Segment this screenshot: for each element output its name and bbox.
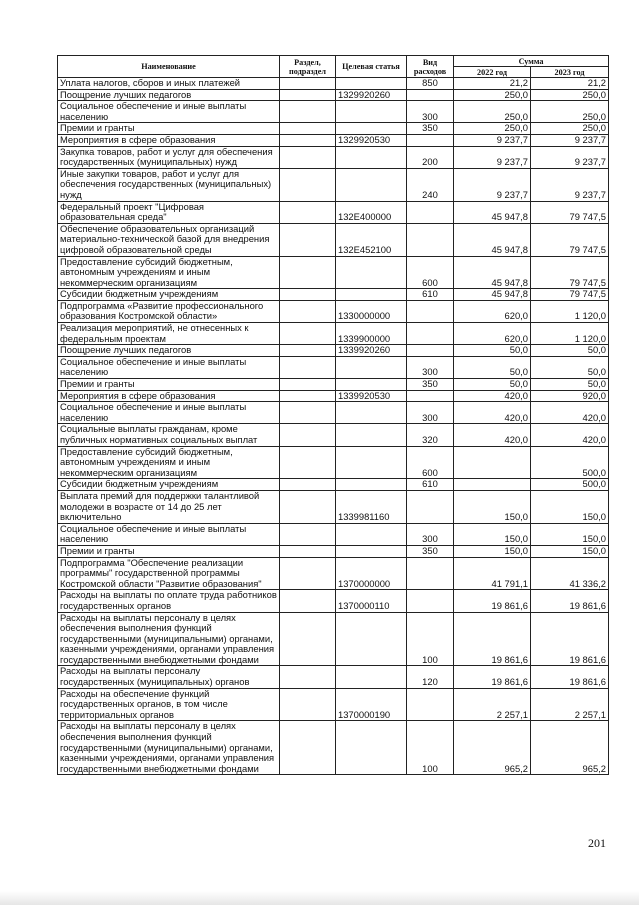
- cell-name: Социальные выплаты гражданам, кроме публичных нормативных социальных выплат: [58, 424, 280, 446]
- table-row: [58, 78, 609, 90]
- cell-2023: 19 861,6: [531, 666, 609, 688]
- cell-2022: 620,0: [454, 300, 531, 322]
- cell-2022: 19 861,6: [454, 590, 531, 612]
- cell-2023: 50,0: [531, 345, 609, 357]
- cell-target: [336, 721, 407, 775]
- cell-section: [280, 446, 336, 479]
- cell-section: [280, 300, 336, 322]
- cell-2022: 45 947,8: [454, 256, 531, 289]
- cell-section: [280, 523, 336, 545]
- cell-expense-type: 300: [407, 402, 454, 424]
- cell-2023: 150,0: [531, 523, 609, 545]
- cell-2023: 79 747,5: [531, 256, 609, 289]
- cell-2023: 250,0: [531, 123, 609, 135]
- cell-expense-type: 200: [407, 146, 454, 168]
- cell-section: [280, 78, 336, 90]
- cell-expense-type: 850: [407, 78, 454, 90]
- cell-2023: 9 237,7: [531, 168, 609, 201]
- table-row: [58, 146, 609, 168]
- cell-2023: 9 237,7: [531, 134, 609, 146]
- table-row: [58, 721, 609, 775]
- cell-2022: 965,2: [454, 721, 531, 775]
- cell-expense-type: 610: [407, 289, 454, 301]
- cell-expense-type: [407, 490, 454, 523]
- cell-name: Социальное обеспечение и иные выплаты населению: [58, 356, 280, 378]
- cell-2022: 2 257,1: [454, 688, 531, 721]
- cell-target: [336, 545, 407, 557]
- cell-target: 1339920530: [336, 390, 407, 402]
- cell-2022: 19 861,6: [454, 612, 531, 666]
- cell-2023: 1 120,0: [531, 300, 609, 322]
- cell-expense-type: 300: [407, 101, 454, 123]
- cell-name: Поощрение лучших педагогов: [58, 345, 280, 357]
- cell-target: 1370000190: [336, 688, 407, 721]
- cell-expense-type: 320: [407, 424, 454, 446]
- cell-name: Расходы на выплаты персоналу государственных (муниципальных) органов: [58, 666, 280, 688]
- cell-expense-type: 100: [407, 612, 454, 666]
- table-row: [58, 688, 609, 721]
- cell-2023: 19 861,6: [531, 590, 609, 612]
- cell-2022: 420,0: [454, 424, 531, 446]
- cell-section: [280, 688, 336, 721]
- cell-name: Премии и гранты: [58, 545, 280, 557]
- cell-name: Уплата налогов, сборов и иных платежей: [58, 78, 280, 90]
- cell-expense-type: [407, 323, 454, 345]
- table-row: [58, 300, 609, 322]
- cell-target: [336, 523, 407, 545]
- cell-target: 132E452100: [336, 223, 407, 256]
- table-row: [58, 356, 609, 378]
- table-row: [58, 379, 609, 391]
- cell-2023: 250,0: [531, 101, 609, 123]
- cell-2022: 45 947,8: [454, 289, 531, 301]
- cell-target: 1339900000: [336, 323, 407, 345]
- table-row: [58, 89, 609, 101]
- table-row: [58, 523, 609, 545]
- table-row: [58, 612, 609, 666]
- cell-2023: 420,0: [531, 402, 609, 424]
- cell-2022: 250,0: [454, 123, 531, 135]
- cell-expense-type: 120: [407, 666, 454, 688]
- cell-2022: 50,0: [454, 345, 531, 357]
- cell-2022: 620,0: [454, 323, 531, 345]
- cell-target: [336, 101, 407, 123]
- cell-name: Предоставление субсидий бюджетным, автономным учреждениям и иным некоммерческим организациям: [58, 256, 280, 289]
- table-row: [58, 490, 609, 523]
- cell-section: [280, 379, 336, 391]
- cell-expense-type: 610: [407, 479, 454, 491]
- header-2023: 2023 год: [531, 67, 609, 78]
- cell-target: [336, 402, 407, 424]
- cell-2022: 41 791,1: [454, 557, 531, 590]
- cell-expense-type: 350: [407, 379, 454, 391]
- cell-2022: 250,0: [454, 89, 531, 101]
- cell-name: Предоставление субсидий бюджетным, автономным учреждениям и иным некоммерческим организациям: [58, 446, 280, 479]
- cell-expense-type: [407, 89, 454, 101]
- cell-target: [336, 123, 407, 135]
- cell-name: Премии и гранты: [58, 379, 280, 391]
- table-body: [58, 78, 609, 775]
- cell-section: [280, 146, 336, 168]
- cell-2022: 9 237,7: [454, 146, 531, 168]
- table-row: [58, 590, 609, 612]
- cell-2023: 50,0: [531, 356, 609, 378]
- cell-2023: 1 120,0: [531, 323, 609, 345]
- cell-2023: 500,0: [531, 479, 609, 491]
- cell-2022: [454, 479, 531, 491]
- cell-name: Субсидии бюджетным учреждениям: [58, 479, 280, 491]
- cell-2023: 21,2: [531, 78, 609, 90]
- cell-section: [280, 666, 336, 688]
- cell-2023: 41 336,2: [531, 557, 609, 590]
- cell-2023: 500,0: [531, 446, 609, 479]
- cell-section: [280, 356, 336, 378]
- cell-section: [280, 590, 336, 612]
- cell-target: [336, 289, 407, 301]
- table-row: [58, 123, 609, 135]
- cell-section: [280, 479, 336, 491]
- cell-2023: 965,2: [531, 721, 609, 775]
- cell-2023: 920,0: [531, 390, 609, 402]
- table-row: [58, 201, 609, 223]
- header-expense-type: Вид расходов: [407, 56, 454, 78]
- cell-expense-type: [407, 688, 454, 721]
- cell-section: [280, 323, 336, 345]
- cell-section: [280, 134, 336, 146]
- table-row: [58, 223, 609, 256]
- cell-target: 1339920260: [336, 345, 407, 357]
- cell-section: [280, 223, 336, 256]
- cell-target: 1339981160: [336, 490, 407, 523]
- cell-name: Выплата премий для поддержки талантливой молодежи в возрасте от 14 до 25 лет включительно: [58, 490, 280, 523]
- cell-name: Иные закупки товаров, работ и услуг для обеспечения государственных (муниципальных) нужд: [58, 168, 280, 201]
- table-row: [58, 666, 609, 688]
- cell-target: [336, 666, 407, 688]
- cell-2022: 150,0: [454, 490, 531, 523]
- header-sum: Сумма: [454, 56, 609, 67]
- cell-2023: 150,0: [531, 490, 609, 523]
- cell-section: [280, 545, 336, 557]
- cell-name: Обеспечение образовательных организаций материально-технической базой для внедрения цифровой образовательной среды: [58, 223, 280, 256]
- cell-name: Подпрограмма «Развитие профессионального образования Костромской области»: [58, 300, 280, 322]
- cell-expense-type: 600: [407, 446, 454, 479]
- cell-name: Расходы на обеспечение функций государственных органов, в том числе территориальных органов: [58, 688, 280, 721]
- cell-section: [280, 557, 336, 590]
- cell-target: [336, 256, 407, 289]
- cell-expense-type: [407, 557, 454, 590]
- table-row: [58, 545, 609, 557]
- cell-name: Социальное обеспечение и иные выплаты населению: [58, 101, 280, 123]
- table-row: [58, 390, 609, 402]
- cell-target: 1329920260: [336, 89, 407, 101]
- page-number: 201: [588, 836, 606, 850]
- table-row: [58, 134, 609, 146]
- table-row: [58, 479, 609, 491]
- cell-2023: 19 861,6: [531, 612, 609, 666]
- cell-2022: 19 861,6: [454, 666, 531, 688]
- cell-section: [280, 123, 336, 135]
- cell-2023: 79 747,5: [531, 223, 609, 256]
- cell-2022: 250,0: [454, 101, 531, 123]
- cell-2023: 2 257,1: [531, 688, 609, 721]
- cell-target: [336, 612, 407, 666]
- cell-target: [336, 379, 407, 391]
- cell-2023: 150,0: [531, 545, 609, 557]
- budget-table: [57, 55, 609, 775]
- cell-name: Премии и гранты: [58, 123, 280, 135]
- cell-target: 1370000110: [336, 590, 407, 612]
- header-section: Раздел, подраздел: [280, 56, 336, 78]
- cell-section: [280, 201, 336, 223]
- table-row: [58, 402, 609, 424]
- cell-2022: 45 947,8: [454, 201, 531, 223]
- cell-target: [336, 146, 407, 168]
- header-name: Наименование: [58, 56, 280, 78]
- cell-section: [280, 490, 336, 523]
- cell-name: Подпрограмма "Обеспечение реализации программы" государственной программы Костромской области "Развитие образования": [58, 557, 280, 590]
- cell-2022: 9 237,7: [454, 134, 531, 146]
- cell-target: 1329920530: [336, 134, 407, 146]
- table-row: [58, 289, 609, 301]
- table-row: [58, 323, 609, 345]
- cell-2023: 420,0: [531, 424, 609, 446]
- cell-section: [280, 402, 336, 424]
- cell-section: [280, 89, 336, 101]
- table-row: [58, 557, 609, 590]
- cell-expense-type: 300: [407, 356, 454, 378]
- cell-2023: 79 747,5: [531, 201, 609, 223]
- cell-name: Расходы на выплаты персоналу в целях обеспечения выполнения функций государственными (муниципальными) органами, казенными учреждениями, органами управления государственными внебюджетными фондами: [58, 612, 280, 666]
- cell-target: [336, 168, 407, 201]
- cell-expense-type: 600: [407, 256, 454, 289]
- cell-section: [280, 424, 336, 446]
- cell-2022: 50,0: [454, 379, 531, 391]
- cell-name: Мероприятия в сфере образования: [58, 390, 280, 402]
- cell-name: Поощрение лучших педагогов: [58, 89, 280, 101]
- cell-name: Расходы на выплаты по оплате труда работников государственных органов: [58, 590, 280, 612]
- cell-2023: 50,0: [531, 379, 609, 391]
- cell-section: [280, 390, 336, 402]
- cell-expense-type: 350: [407, 123, 454, 135]
- cell-name: Реализация мероприятий, не отнесенных к федеральным проектам: [58, 323, 280, 345]
- cell-expense-type: 240: [407, 168, 454, 201]
- cell-name: Закупка товаров, работ и услуг для обеспечения государственных (муниципальных) нужд: [58, 146, 280, 168]
- cell-target: [336, 424, 407, 446]
- cell-target: 132E400000: [336, 201, 407, 223]
- cell-2022: 50,0: [454, 356, 531, 378]
- cell-section: [280, 101, 336, 123]
- cell-section: [280, 345, 336, 357]
- cell-name: Субсидии бюджетным учреждениям: [58, 289, 280, 301]
- cell-2023: 9 237,7: [531, 146, 609, 168]
- cell-2023: 250,0: [531, 89, 609, 101]
- cell-target: [336, 479, 407, 491]
- cell-expense-type: [407, 223, 454, 256]
- cell-expense-type: [407, 390, 454, 402]
- cell-section: [280, 612, 336, 666]
- cell-expense-type: 350: [407, 545, 454, 557]
- cell-target: 1370000000: [336, 557, 407, 590]
- cell-expense-type: [407, 590, 454, 612]
- cell-expense-type: 100: [407, 721, 454, 775]
- cell-name: Федеральный проект "Цифровая образовательная среда": [58, 201, 280, 223]
- cell-expense-type: [407, 345, 454, 357]
- header-target: Целевая статья: [336, 56, 407, 78]
- table-row: [58, 446, 609, 479]
- cell-2023: 79 747,5: [531, 289, 609, 301]
- cell-section: [280, 168, 336, 201]
- cell-target: [336, 446, 407, 479]
- table-row: [58, 424, 609, 446]
- cell-name: Расходы на выплаты персоналу в целях обеспечения выполнения функций государственными (муниципальными) органами, казенными учреждениями, органами управления государственными внебюджетными фондами: [58, 721, 280, 775]
- cell-expense-type: [407, 300, 454, 322]
- cell-expense-type: [407, 201, 454, 223]
- cell-2022: [454, 446, 531, 479]
- cell-section: [280, 289, 336, 301]
- cell-name: Социальное обеспечение и иные выплаты населению: [58, 523, 280, 545]
- scan-shadow: [0, 891, 639, 905]
- cell-2022: 420,0: [454, 390, 531, 402]
- header-2022: 2022 год: [454, 67, 531, 78]
- cell-2022: 21,2: [454, 78, 531, 90]
- table-row: [58, 101, 609, 123]
- cell-expense-type: 300: [407, 523, 454, 545]
- cell-expense-type: [407, 134, 454, 146]
- table-row: [58, 345, 609, 357]
- cell-target: 1330000000: [336, 300, 407, 322]
- cell-name: Мероприятия в сфере образования: [58, 134, 280, 146]
- cell-2022: 45 947,8: [454, 223, 531, 256]
- table-row: [58, 168, 609, 201]
- cell-section: [280, 721, 336, 775]
- cell-2022: 420,0: [454, 402, 531, 424]
- table-row: [58, 256, 609, 289]
- cell-name: Социальное обеспечение и иные выплаты населению: [58, 402, 280, 424]
- cell-section: [280, 256, 336, 289]
- cell-target: [336, 356, 407, 378]
- cell-target: [336, 78, 407, 90]
- cell-2022: 150,0: [454, 545, 531, 557]
- cell-2022: 150,0: [454, 523, 531, 545]
- cell-2022: 9 237,7: [454, 168, 531, 201]
